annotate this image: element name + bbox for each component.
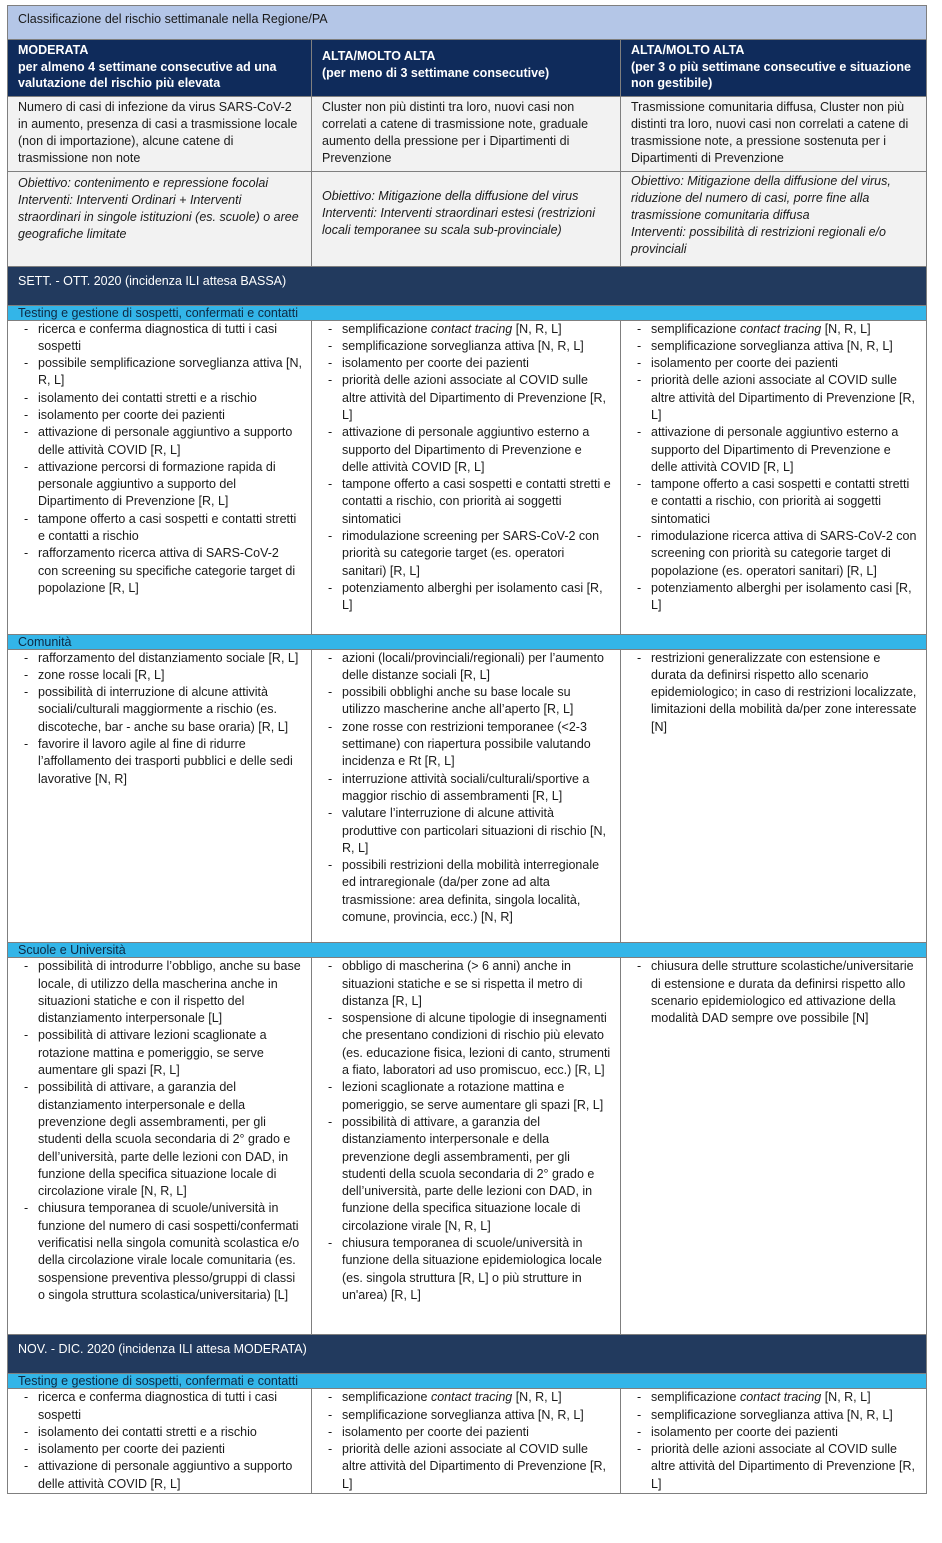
interventions-text: Interventi: Interventi straordinari estesi (restrizioni locali temporanee su scala sub-provinciale) (322, 205, 596, 237)
measure-item: - attivazione di personale aggiuntivo a supporto delle attività COVID [R, L] (38, 1458, 302, 1493)
measure-item: - isolamento dei contatti stretti e a rischio (38, 1424, 302, 1441)
measure-item: - chiusura temporanea di scuole/università in funzione del numero di casi sospetti/confermati verificatisi nella singola comunità scolastica e/o della circolazione virale locale comunitaria (es. sospensione preventiva plesso/gruppi di classi o singola struttura scolastica/universitaria) [L] (38, 1200, 302, 1304)
measures-cell (8, 1389, 312, 1494)
measure-item: - possibilità di attivare lezioni scaglionate a rotazione mattina e pomeriggio, se serve aumentare gli spazi [R, L] (38, 1027, 302, 1079)
header-heading: ALTA/MOLTO ALTA (322, 49, 436, 63)
measure-item: - isolamento per coorte dei pazienti (342, 1424, 611, 1441)
measure-item: - interruzione attività sociali/culturali/sportive a maggior rischio di assembramenti [R, L] (342, 771, 611, 806)
risk-table (7, 5, 927, 1494)
measures-list (322, 650, 611, 927)
measures-list (18, 958, 302, 1304)
measure-item: - tampone offerto a casi sospetti e contatti stretti e contatti a rischio, con priorità ai soggetti sintomatici (651, 476, 917, 528)
measure-item: - isolamento per coorte dei pazienti (651, 1424, 917, 1441)
measure-item: - restrizioni generalizzate con estensione e durata da definirsi rispetto allo scenario epidemiologico; in caso di restrizioni localizzate, limitazioni della mobilità da/per zone interessate [N] (651, 650, 917, 736)
measures-list (631, 650, 917, 736)
measures-cell (621, 958, 927, 1335)
measure-item: - semplificazione contact tracing [N, R, L] (651, 1389, 917, 1406)
measure-item: - attivazione di personale aggiuntivo esterno a supporto del Dipartimento di Prevenzione e delle attività COVID [R, L] (342, 424, 611, 476)
measure-item: - tampone offerto a casi sospetti e contatti stretti e contatti a rischio, con priorità ai soggetti sintomatici (342, 476, 611, 528)
category-label: Testing e gestione di sospetti, confermati e contatti (8, 305, 927, 320)
measure-item: - isolamento dei contatti stretti e a rischio (38, 390, 302, 407)
measure-item: - semplificazione sorveglianza attiva [N, R, L] (651, 338, 917, 355)
measure-item: - tampone offerto a casi sospetti e contatti stretti e contatti a rischio (38, 511, 302, 546)
category-label: Scuole e Università (8, 943, 927, 958)
objective-cell (312, 171, 621, 266)
measures-cell (621, 649, 927, 943)
measure-item: - potenziamento alberghi per isolamento casi [R, L] (651, 580, 917, 615)
period-row (8, 1335, 927, 1374)
measure-item: - rafforzamento ricerca attiva di SARS-CoV-2 con screening su specifiche categorie target di popolazione [R, L] (38, 545, 302, 597)
header-sub: (per 3 o più settimane consecutive e situazione non gestibile) (631, 59, 911, 90)
measure-item: - favorire il lavoro agile al fine di ridurre l’affollamento dei trasporti pubblici e delle sedi lavorative [N, R] (38, 736, 302, 788)
measures-row (8, 1389, 927, 1494)
measure-item: - rimodulazione ricerca attiva di SARS-CoV-2 con screening con priorità su categorie target di popolazione (es. operatori sanitari) [R, L] (651, 528, 917, 580)
table-title: Classificazione del rischio settimanale nella Regione/PA (8, 6, 927, 40)
category-label: Testing e gestione di sospetti, confermati e contatti (8, 1374, 927, 1389)
measures-list (322, 321, 611, 615)
interventions-text: Interventi: possibilità di restrizioni regionali e/o provinciali (631, 224, 886, 256)
measure-item: - attivazione di personale aggiuntivo a supporto delle attività COVID [R, L] (38, 424, 302, 459)
measures-cell (312, 1389, 621, 1494)
header-heading: MODERATA (18, 43, 89, 57)
measure-item: - priorità delle azioni associate al COVID sulle altre attività del Dipartimento di Prevenzione [R, L] (651, 372, 917, 424)
measure-item: - semplificazione sorveglianza attiva [N, R, L] (342, 1407, 611, 1424)
header-sub: per almeno 4 settimane consecutive ad una valutazione del rischio più elevata (18, 59, 277, 90)
measures-row (8, 649, 927, 943)
measure-item: - semplificazione contact tracing [N, R, L] (342, 1389, 611, 1406)
measure-item: - priorità delle azioni associate al COVID sulle altre attività del Dipartimento di Prevenzione [R, L] (651, 1441, 917, 1493)
measure-item: - attivazione di personale aggiuntivo esterno a supporto del Dipartimento di Prevenzione e delle attività COVID [R, L] (651, 424, 917, 476)
measure-item: - azioni (locali/provinciali/regionali) per l’aumento delle distanze sociali [R, L] (342, 650, 611, 685)
measures-list (631, 958, 917, 1027)
objective-row (8, 171, 927, 266)
measure-item: - lezioni scaglionate a rotazione mattina e pomeriggio, se serve aumentare gli spazi [R, L] (342, 1079, 611, 1114)
measure-item: - valutare l’interruzione di alcune attività produttive con particolari situazioni di rischio [N, R, L] (342, 805, 611, 857)
period-label: NOV. - DIC. 2020 (incidenza ILI attesa MODERATA) (8, 1335, 927, 1374)
measures-cell (8, 649, 312, 943)
measure-item: - semplificazione sorveglianza attiva [N, R, L] (651, 1407, 917, 1424)
measure-item: - priorità delle azioni associate al COVID sulle altre attività del Dipartimento di Prevenzione [R, L] (342, 372, 611, 424)
measure-item: - possibilità di attivare, a garanzia del distanziamento interpersonale e della prevenzione degli assembramenti, per gli studenti della scuola secondaria di 2° grado e dell’università, parte delle lezioni con DAD, in funzione della specifica situazione locale di circolazione virale [N, R, L] (38, 1079, 302, 1200)
measure-item: - obbligo di mascherina (> 6 anni) anche in situazioni statiche e se si rispetta il metro di distanza [R, L] (342, 958, 611, 1010)
measure-item: - semplificazione sorveglianza attiva [N, R, L] (342, 338, 611, 355)
measures-list (18, 321, 302, 598)
measures-list (322, 958, 611, 1304)
measures-row (8, 320, 927, 634)
measure-item: - possibilità di introdurre l’obbligo, anche su base locale, di utilizzo della mascherina anche in situazioni statiche e con il rispetto del distanziamento interpersonale [L] (38, 958, 302, 1027)
description-cell: Cluster non più distinti tra loro, nuovi casi non correlati a catene di trasmissione note, graduale aumento della pressione per i Dipartimenti di Prevenzione (312, 96, 621, 171)
measures-cell (621, 320, 927, 634)
measures-cell (312, 649, 621, 943)
measures-list (322, 1389, 611, 1493)
header-alta (312, 40, 621, 97)
measure-item: - isolamento per coorte dei pazienti (342, 355, 611, 372)
measure-item: - possibile semplificazione sorveglianza attiva [N, R, L] (38, 355, 302, 390)
measure-item: - ricerca e conferma diagnostica di tutti i casi sospetti (38, 321, 302, 356)
description-cell: Numero di casi di infezione da virus SARS-CoV-2 in aumento, presenza di casi a trasmissione locale (non di importazione), alcune catene di trasmissione non note (8, 96, 312, 171)
measures-list (631, 1389, 917, 1493)
measures-row (8, 958, 927, 1335)
measures-list (631, 321, 917, 615)
measures-cell (312, 320, 621, 634)
measure-item: - possibili obblighi anche su base locale su utilizzo mascherine anche all’aperto [R, L] (342, 684, 611, 719)
measures-cell (8, 958, 312, 1335)
measures-list (18, 1389, 302, 1493)
header-heading: ALTA/MOLTO ALTA (631, 43, 745, 57)
measure-item: - semplificazione contact tracing [N, R, L] (342, 321, 611, 338)
measures-cell (8, 320, 312, 634)
category-row (8, 943, 927, 958)
measure-item: - attivazione percorsi di formazione rapida di personale aggiuntivo a supporto del Dipartimento di Prevenzione [R, L] (38, 459, 302, 511)
measure-item: - ricerca e conferma diagnostica di tutti i casi sospetti (38, 1389, 302, 1424)
measure-item: - rafforzamento del distanziamento sociale [R, L] (38, 650, 302, 667)
period-row (8, 266, 927, 305)
measure-item: - zone rosse locali [R, L] (38, 667, 302, 684)
measure-item: - chiusura delle strutture scolastiche/universitarie di estensione e durata da definirsi rispetto allo scenario epidemiologico ed attivazione della modalità DAD sempre ove possibile [N] (651, 958, 917, 1027)
measure-item: - potenziamento alberghi per isolamento casi [R, L] (342, 580, 611, 615)
measure-item: - possibili restrizioni della mobilità interregionale ed intraregionale (da/per zone ad alta trasmissione: area definita, singola località, comune, provincia, ecc.) [N, R] (342, 857, 611, 926)
objective-text: Obiettivo: contenimento e repressione focolai (18, 175, 269, 190)
measure-item: - chiusura temporanea di scuole/università in funzione della situazione epidemiologica locale (es. singola struttura [R, L] o più strutture in un'area) [R, L] (342, 1235, 611, 1304)
header-sub: (per meno di 3 settimane consecutive) (322, 65, 550, 80)
objective-text: Obiettivo: Mitigazione della diffusione del virus, riduzione del numero di casi, porre fine alla trasmissione comunitaria diffusa (631, 173, 891, 222)
measure-item: - isolamento per coorte dei pazienti (651, 355, 917, 372)
header-row (8, 40, 927, 97)
measure-item: - semplificazione contact tracing [N, R, L] (651, 321, 917, 338)
measure-item: - rimodulazione screening per SARS-CoV-2 con priorità su categorie target (es. operatori sanitari) [R, L] (342, 528, 611, 580)
objective-cell (8, 171, 312, 266)
measure-item: - sospensione di alcune tipologie di insegnamenti che presentano condizioni di rischio più elevato (es. educazione fisica, lezioni di canto, strumenti a fiato, laboratori ad uso promiscuo, ecc.) [R, L] (342, 1010, 611, 1079)
risk-classification-document (7, 5, 926, 1494)
measures-list (18, 650, 302, 788)
category-label: Comunità (8, 634, 927, 649)
objective-cell (621, 171, 927, 266)
interventions-text: Interventi: Interventi Ordinari + Interventi straordinari in singole istituzioni (es. scuole) o aree geografiche limitate (18, 192, 299, 241)
category-row (8, 634, 927, 649)
category-row (8, 1374, 927, 1389)
measure-item: - priorità delle azioni associate al COVID sulle altre attività del Dipartimento di Prevenzione [R, L] (342, 1441, 611, 1493)
description-row (8, 96, 927, 171)
title-row (8, 6, 927, 40)
measure-item: - isolamento per coorte dei pazienti (38, 407, 302, 424)
measure-item: - isolamento per coorte dei pazienti (38, 1441, 302, 1458)
category-row (8, 305, 927, 320)
measures-cell (621, 1389, 927, 1494)
measure-item: - possibilità di interruzione di alcune attività sociali/culturali maggiormente a rischio (es. discoteche, bar - anche su base oraria) [R, L] (38, 684, 302, 736)
header-moderata (8, 40, 312, 97)
measure-item: - possibilità di attivare, a garanzia del distanziamento interpersonale e della prevenzione degli assembramenti, per gli studenti della scuola secondaria di 2° grado e dell’università, parte delle lezioni con DAD, in funzione della specifica situazione locale di circolazione virale [N, R, L] (342, 1114, 611, 1235)
objective-text: Obiettivo: Mitigazione della diffusione del virus (322, 188, 579, 203)
measures-cell (312, 958, 621, 1335)
description-cell: Trasmissione comunitaria diffusa, Cluster non più distinti tra loro, nuovi casi non correlati a catene di trasmissione note, a pressione sostenuta per i Dipartimenti di Prevenzione (621, 96, 927, 171)
measure-item: - zone rosse con restrizioni temporanee (<2-3 settimane) con riapertura possibile valutando incidenza e Rt [R, L] (342, 719, 611, 771)
header-alta-gestibile (621, 40, 927, 97)
period-label: SETT. - OTT. 2020 (incidenza ILI attesa BASSA) (8, 266, 927, 305)
